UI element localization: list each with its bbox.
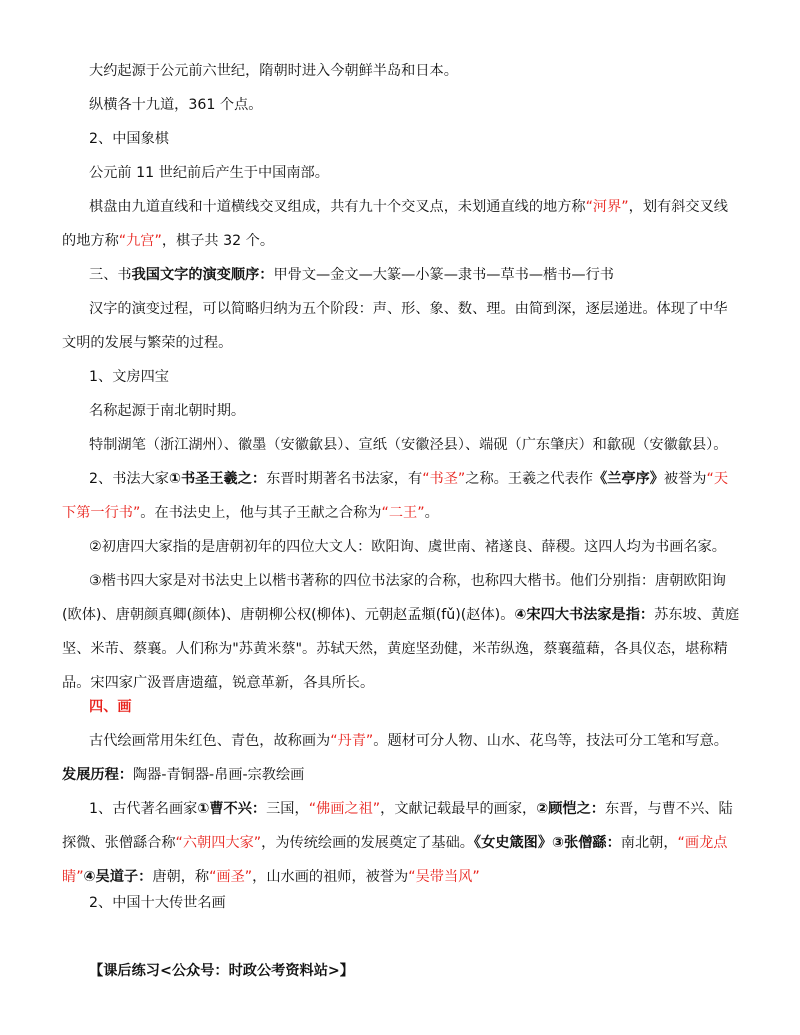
- text: 。: [424, 505, 439, 521]
- highlight-term: “画圣”: [209, 869, 253, 885]
- bold-term: ④吴道子：: [83, 869, 153, 885]
- bold-term: 《女史箴图》③张僧繇：: [473, 835, 621, 851]
- heading-four-treasures: 1、文房四宝: [89, 369, 169, 385]
- bold-term: ④宋四大书法家是指：: [514, 607, 655, 623]
- paragraph-treasures-origin: 名称起源于南北朝时期。: [89, 403, 246, 419]
- text: 东晋，与曹不兴、陆探微、张僧繇合称: [62, 801, 733, 851]
- highlight-term: “河界”: [585, 199, 629, 215]
- text: 东晋时期著名书法家，有: [266, 471, 423, 487]
- bold-term: ①书圣王羲之：: [168, 471, 267, 487]
- paragraph-early-tang-masters: ②初唐四大家指的是唐朝初年的四位大文人：欧阳询、虞世南、褚遂良、薛稷。这四人均为书画名家。: [89, 539, 726, 555]
- bold-term: 《兰亭序》: [592, 471, 664, 487]
- paragraph-treasures-list: 特制湖笔（浙江湖州）、徽墨（安徽歙县）、宣纸（安徽泾县）、端砚（广东肇庆）和歙砚（安徽歙县）。: [89, 437, 728, 453]
- highlight-term: “六朝四大家”: [175, 835, 262, 851]
- highlight-term: “二王”: [381, 505, 425, 521]
- text: 。在书法史上，他与其子王献之合称为: [140, 505, 382, 521]
- text: ③楷书四大家是对书法史上以楷书著称的四位书法家的合称，也称四大楷书。他们分别指：唐朝欧阳询(欧体)、唐朝颜真卿(颜体)、唐朝柳公权(柳体)、元朝赵孟頫(fǔ)(赵体)。: [62, 573, 726, 623]
- text: ，山水画的祖师，被誉为: [252, 869, 409, 885]
- text: 唐朝，称: [152, 869, 210, 885]
- paragraph-go-board: 纵横各十九道，361 个点。: [89, 97, 263, 113]
- bold-term: ①曹不兴：: [197, 801, 267, 817]
- footer-exercise-note: 【课后练习<公众号：时政公考资料站>】: [89, 963, 354, 979]
- bold-term: 发展历程：: [62, 767, 133, 783]
- text: 1、古代著名画家: [89, 801, 198, 817]
- heading-chinese-chess: 2、中国象棋: [89, 131, 169, 147]
- highlight-term: “佛画之祖”: [308, 801, 381, 817]
- text: 三、书: [89, 267, 132, 283]
- text: 苏东坡、黄庭坚、米芾、蔡襄。人们称为"苏黄米蔡"。苏轼天然，黄庭坚劲健，米芾纵逸，蔡襄蕴藉，各具仪态，堪称精品。宋四家广汲晋唐遗蕴，锐意革新，各具所长。: [62, 607, 740, 691]
- text: 之称。王羲之代表作: [465, 471, 593, 487]
- paragraph-go-origin: 大约起源于公元前六世纪，隋朝时进入今朝鲜半岛和日本。: [89, 63, 458, 79]
- highlight-term: “画龙点睛”: [62, 835, 728, 885]
- text: ，划有斜交叉线的地方称: [62, 199, 728, 249]
- highlight-term: “天下第一行书”: [62, 471, 729, 521]
- text: 南北朝，: [620, 835, 678, 851]
- heading-painting: 四、画: [89, 699, 132, 715]
- text: 棋盘由九道直线和十道横线交叉组成，共有九十个交叉点，未划通直线的地方称: [89, 199, 586, 215]
- text: 古代绘画常用朱红色、青色，故称画为: [89, 733, 331, 749]
- text: 被誉为: [663, 471, 707, 487]
- paragraph-chess-origin: 公元前 11 世纪前后产生于中国南部。: [89, 165, 329, 181]
- text: ，文献记载最早的画家，: [380, 801, 537, 817]
- text: ，为传统绘画的发展奠定了基础。: [261, 835, 474, 851]
- text: 甲骨文—金文—大篆—小篆—隶书—草书—楷书—行书: [273, 267, 614, 283]
- paragraph-character-evolution: 汉字的演变过程，可以简略归纳为五个阶段：声、形、象、数、理。由简到深，逐层递进。体现了中华文明的发展与繁荣的过程。: [62, 301, 728, 351]
- paragraph-regular-script-masters: [62, 564, 740, 700]
- heading-calligraphy: [62, 258, 740, 292]
- heading-ten-paintings: 2、中国十大传世名画: [89, 895, 226, 911]
- text: 陶器-青铜器-帛画-宗教绘画: [132, 767, 305, 783]
- paragraph-chess-board: [62, 190, 740, 258]
- paragraph-painting-intro: [62, 724, 740, 792]
- paragraph-wang-xizhi: [62, 462, 740, 530]
- text: 三国，: [266, 801, 309, 817]
- text: 2、书法大家: [89, 471, 169, 487]
- paragraph-famous-painters: [62, 792, 740, 894]
- highlight-term: “丹青”: [330, 733, 374, 749]
- highlight-term: “书圣”: [422, 471, 466, 487]
- bold-term: 我国文字的演变顺序：: [131, 267, 274, 283]
- text: ，棋子共 32 个。: [161, 233, 275, 249]
- bold-term: ②顾恺之：: [536, 801, 605, 817]
- highlight-term: “吴带当风”: [408, 869, 480, 885]
- highlight-term: “九宫”: [118, 233, 162, 249]
- text: 。题材可分人物、山水、花鸟等，技法可分工笔和写意。: [373, 733, 728, 749]
